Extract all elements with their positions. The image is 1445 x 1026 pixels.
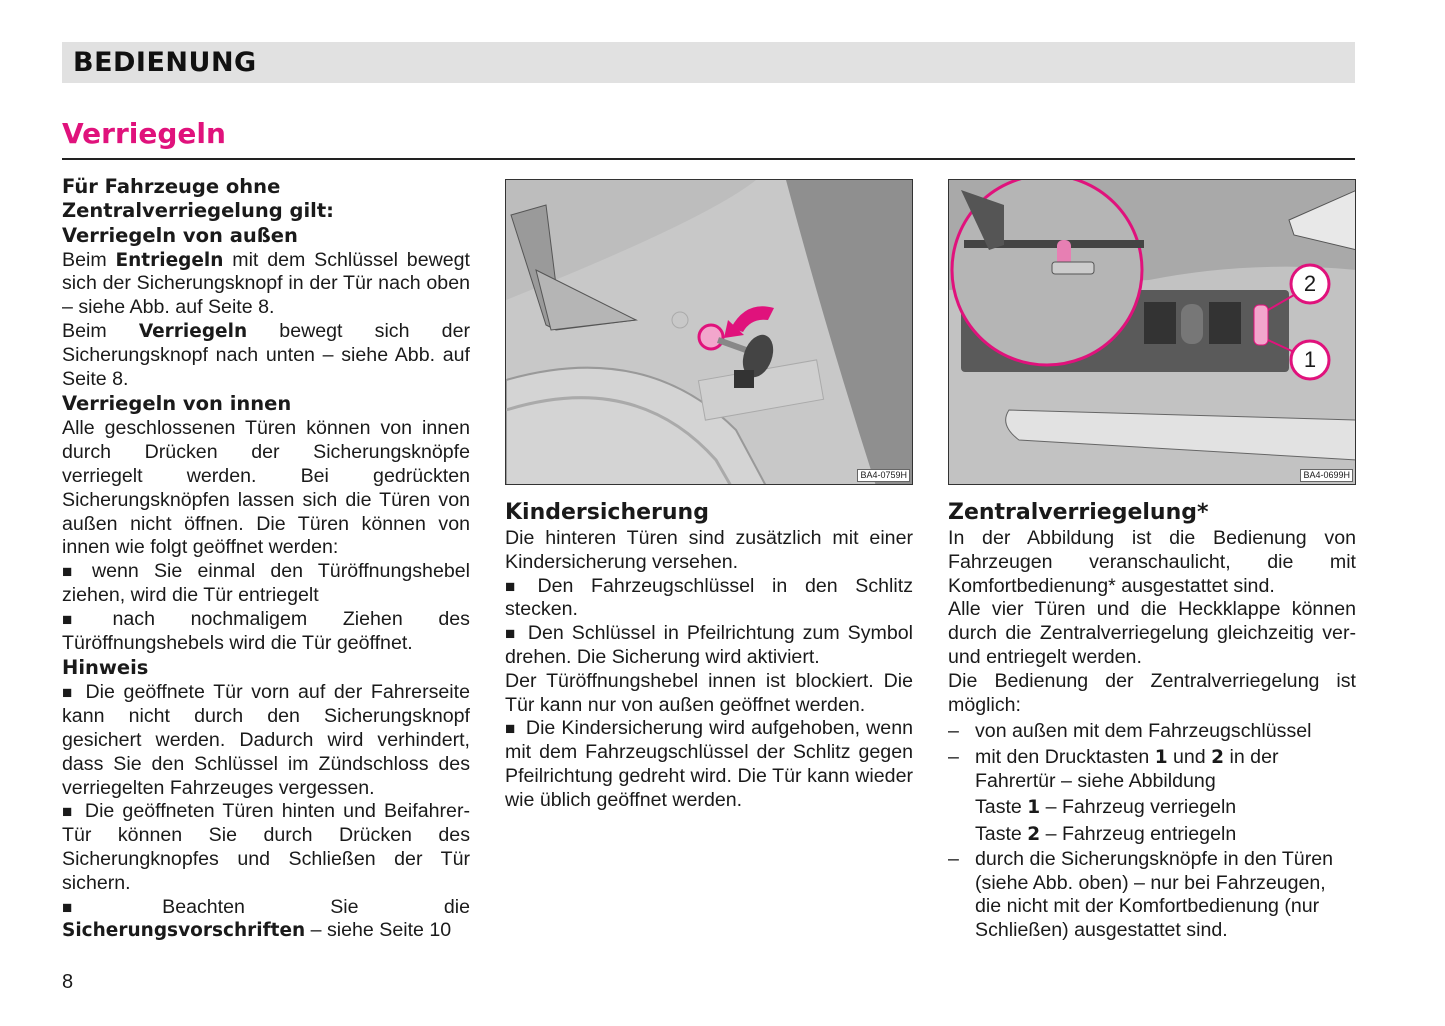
text: Der Türöffnungshebel innen ist blockiert. Die Tür kann nur von außen geöffnet werden. [505, 669, 913, 716]
text: bewegt sich der Sicherungsknopf nach unten – siehe Abb. auf Seite 8. [62, 319, 470, 390]
text: nach nochmaligem Ziehen des Türöffnungshebels wird die Tür geöffnet. [62, 607, 470, 654]
section-heading [505, 499, 913, 527]
text: Die Bedienung der Zentralverriegelung ist möglich: [948, 669, 1356, 716]
text: In der Abbildung ist die Bedienung von Fahrzeugen veranschaulicht, die mit Komfortbedienung* ausgestattet sind. [948, 527, 1356, 597]
paragraph [948, 527, 1356, 598]
section-title: BEDIENUNG [73, 47, 257, 78]
bullet-item [62, 560, 470, 608]
bold-text: 2 [1027, 823, 1041, 845]
text: – Fahrzeug verriegeln [1040, 795, 1237, 818]
bold-text: Entriegeln [115, 249, 224, 271]
text: und [1167, 746, 1212, 769]
paragraph [948, 670, 1356, 718]
paragraph [948, 821, 1356, 848]
page-title: Verriegeln [62, 117, 226, 150]
text: mit dem Schlüssel bewegt sich der Sicherungsknopf in der Tür nach oben – siehe Abb. auf Seite 8. [62, 248, 470, 319]
text: Verriegeln von innen [62, 392, 292, 416]
bullet-item [505, 622, 913, 670]
middle-column [505, 179, 913, 813]
text: Den Fahrzeugschlüssel in den Schlitz stecken. [505, 574, 913, 621]
text: Hinweis [62, 656, 149, 680]
bullet-item [62, 896, 470, 944]
text: Beim [62, 319, 139, 342]
text: Alle geschlossenen Türen können von innen durch Drücken der Sicherungsknöpfe verriegelt werden. Bei gedrückten Sicherungsknöpfen lassen sich die Türen von außen nicht öffnen. Die Türen können von innen wie folgt geöffnet werden: [62, 417, 470, 559]
dash-list-item [948, 746, 1356, 794]
bullet-item [505, 717, 913, 812]
text: – Fahrzeug entriegeln [1040, 822, 1237, 845]
text: Taste [975, 795, 1028, 818]
child-lock-illustration [506, 180, 913, 485]
child-lock-figure [505, 179, 913, 485]
section-heading [62, 655, 470, 681]
text: Beim [62, 248, 116, 271]
text: Verriegeln von außen [62, 223, 298, 247]
text: von außen mit dem Fahrzeugschlüssel [975, 720, 1312, 743]
right-column [948, 179, 1356, 943]
text: Den Schlüssel in Pfeilrichtung zum Symbol drehen. Die Sicherung wird aktiviert. [505, 622, 913, 668]
text: Die Kindersicherung wird aufgehoben, wenn mit dem Fahrzeugschlüssel der Schlitz gegen Pfeilrichtung gedreht wird. Die Tür kann wieder wie üblich geöffnet werden. [505, 717, 913, 811]
paragraph [62, 417, 470, 560]
bullet-item [62, 681, 470, 800]
text: wenn Sie einmal den Türöffnungshebel ziehen, wird die Tür entriegelt [62, 560, 470, 606]
bold-text: 1 [1027, 796, 1041, 818]
text: Taste [975, 822, 1028, 845]
bold-text: Sicherungsvorschriften [62, 920, 306, 942]
section-heading [948, 499, 1356, 527]
paragraph [948, 598, 1356, 669]
text: Zentralverriegelung* [948, 500, 1209, 525]
figure-code: BA4-0759H [857, 469, 910, 482]
paragraph [505, 527, 913, 575]
text: – siehe Seite 10 [305, 919, 452, 942]
bold-text: 2 [1211, 747, 1225, 769]
paragraph [62, 320, 470, 391]
text: Die geöffneten Türen hinten und Beifahrer-Tür können Sie durch Drücken des Sicherungknopfes und Schließen der Tür sichern. [62, 800, 470, 894]
bullet-item [505, 575, 913, 623]
text: durch die Sicherungsknöpfe in den Türen (siehe Abb. oben) – nur bei Fahrzeugen, die nicht mit der Komfortbedienung (nur Schließen) ausgestattet sind. [975, 847, 1334, 942]
figure-code: BA4-0699H [1300, 469, 1353, 482]
door-panel-illustration [949, 180, 1356, 485]
paragraph [505, 670, 913, 718]
text: Die geöffnete Tür vorn auf der Fahrerseite kann nicht durch den Sicherungsknopf gesichert werden. Dadurch wird verhindert, dass Sie den Schlüssel im Zündschloss des verriegelten Fahrzeuges vergessen. [62, 681, 470, 799]
text: Alle vier Türen und die Heckklappe können durch die Zentralverriegelung gleichzeitig ver- und entriegelt werden. [948, 598, 1356, 668]
callout-1: 1 [1303, 347, 1317, 372]
text: Für Fahrzeuge ohne Zentralverriegelung gilt: [62, 175, 334, 222]
page-number: 8 [62, 971, 74, 993]
bold-text: Verriegeln [138, 320, 248, 342]
section-heading [62, 391, 470, 417]
left-column [62, 175, 470, 943]
text: mit den Drucktasten [975, 746, 1155, 769]
section-header [62, 42, 1355, 83]
bullet-item [62, 608, 470, 656]
title-divider [62, 158, 1355, 160]
central-locking-figure [948, 179, 1356, 485]
text: in der Fahrertür – siehe Abbildung [975, 746, 1279, 792]
bold-text: 1 [1154, 747, 1168, 769]
dash-list-item [948, 848, 1356, 943]
section-heading [62, 223, 470, 249]
section-heading [62, 175, 470, 223]
paragraph [62, 249, 470, 320]
text: Die hinteren Türen sind zusätzlich mit einer Kindersicherung versehen. [505, 527, 913, 573]
callout-2: 2 [1303, 271, 1317, 296]
dash-list-item [948, 720, 1356, 744]
paragraph [948, 794, 1356, 821]
bullet-item [62, 800, 470, 895]
text: Kindersicherung [505, 500, 709, 525]
text: Beachten Sie die [162, 895, 470, 918]
